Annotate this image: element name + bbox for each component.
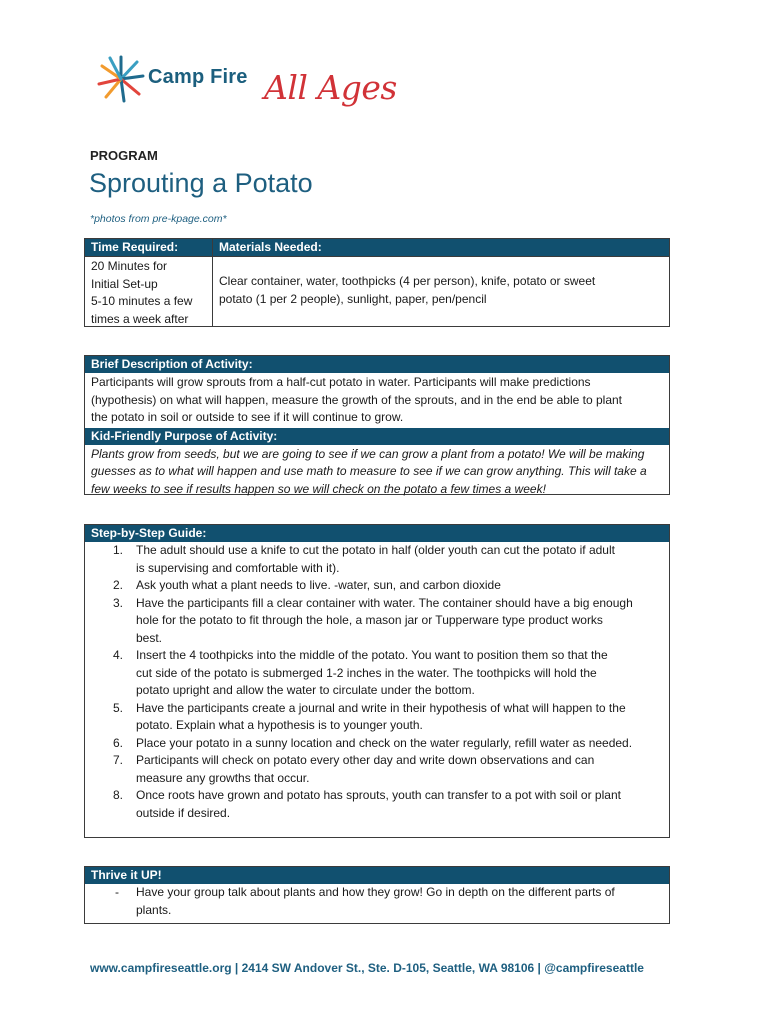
time-header: Time Required:: [85, 239, 212, 257]
step-item: [85, 542, 669, 577]
steps-list: [85, 542, 669, 822]
description-line: Participants will grow sprouts from a half-cut potato in water. Participants will make predictions: [91, 375, 591, 389]
thrive-header: Thrive it UP!: [85, 867, 669, 884]
requirements-table: [84, 238, 670, 327]
thrive-item-text: Have your group talk about plants and how they grow! Go in depth on the different parts of: [136, 885, 615, 899]
time-column: [85, 239, 213, 326]
step-item-number: 5.: [113, 700, 124, 715]
step-item: [85, 595, 669, 648]
description-table: [84, 355, 670, 495]
page-title: Sprouting a Potato: [89, 168, 313, 198]
guide-header: Step-by-Step Guide:: [85, 525, 669, 542]
spark-icon: [96, 54, 146, 104]
step-item-number: 3.: [113, 595, 124, 610]
step-item-text: potato upright and allow the water to circulate under the bottom.: [136, 683, 475, 697]
step-item: [85, 752, 669, 787]
step-item-text: Once roots have grown and potato has sprouts, youth can transfer to a pot with soil or plant: [136, 788, 621, 802]
step-item-text: Participants will check on potato every other day and write down observations and can: [136, 753, 595, 767]
purpose-line: Plants grow from seeds, but we are going to see if we can grow a plant from a potato! We will be making: [91, 446, 645, 461]
step-item-number: 1.: [113, 543, 124, 557]
time-line: Initial Set-up: [91, 276, 158, 291]
thrive-list: [85, 884, 669, 919]
purpose-line: guesses as to what will happen and use math to measure to see if we can grow anything. This will take a: [91, 464, 647, 478]
materials-values: [213, 273, 601, 308]
step-item-text: The adult should use a knife to cut the potato in half (older youth can cut the potato if adult: [136, 543, 615, 557]
step-item-text: Place your potato in a sunny location and check on the water regularly, refill water as needed.: [136, 735, 633, 750]
step-item-text: Ask youth what a plant needs to live. -water, sun, and carbon dioxide: [136, 578, 501, 592]
step-item-text: Insert the 4 toothpicks into the middle of the potato. You want to position them so that the: [136, 648, 608, 662]
step-item: [85, 735, 669, 753]
thrive-item: [85, 884, 669, 919]
purpose-line: few weeks to see if results happen so we will check on the potato a few times a week!: [91, 481, 546, 496]
camp-fire-logo: [96, 52, 396, 112]
step-item-number: 6.: [113, 735, 124, 750]
photo-credit: *photos from pre-kpage.com*: [90, 213, 227, 225]
time-line: times a week after: [91, 311, 189, 326]
thrive-item-number: -: [115, 885, 119, 899]
step-item-text: best.: [136, 630, 163, 645]
step-guide-table: [84, 524, 670, 838]
step-item-number: 7.: [113, 753, 124, 767]
description-line: the potato in soil or outside to see if it will continue to grow.: [91, 410, 404, 424]
thrive-table: [84, 866, 670, 924]
time-line: 5-10 minutes a few: [91, 294, 193, 308]
tagline: All Ages: [264, 68, 397, 107]
step-item: [85, 700, 669, 735]
step-item-text: Have the participants fill a clear container with water. The container should have a big enough: [136, 595, 633, 610]
thrive-item-text: plants.: [136, 902, 172, 917]
materials-column: [213, 239, 669, 326]
materials-line: potato (1 per 2 people), sunlight, paper, pen/pencil: [219, 291, 487, 306]
time-line: 20 Minutes for: [91, 259, 168, 273]
eyebrow-label: PROGRAM: [90, 148, 158, 163]
materials-header: Materials Needed:: [213, 239, 669, 257]
description-line: (hypothesis) on what will happen, measure the growth of the sprouts, and in the end be able to plant: [91, 392, 622, 407]
step-item-text: potato. Explain what a hypothesis is to younger youth.: [136, 718, 423, 732]
footer-contact: www.campfireseattle.org | 2414 SW Andover St., Ste. D-105, Seattle, WA 98106 | @campfireseattle: [90, 961, 644, 975]
materials-line: Clear container, water, toothpicks (4 per person), knife, potato or sweet: [219, 274, 596, 288]
step-item-text: hole for the potato to fit through the hole, a mason jar or Tupperware type product works: [136, 613, 603, 627]
step-item-text: cut side of the potato is submerged 1-2 inches in the water. The toothpicks will hold the: [136, 665, 597, 680]
step-item-number: 8.: [113, 788, 124, 802]
step-item: [85, 577, 669, 595]
time-values: [85, 257, 212, 328]
step-item: [85, 647, 669, 700]
purpose-header: Kid-Friendly Purpose of Activity:: [85, 428, 669, 445]
step-item-text: outside if desired.: [136, 805, 231, 820]
step-item: [85, 787, 669, 822]
step-item-text: is supervising and comfortable with it).: [136, 560, 340, 575]
brand-name: Camp Fire: [148, 66, 248, 88]
purpose-text: [85, 445, 669, 500]
description-header: Brief Description of Activity:: [85, 356, 669, 373]
step-item-text: measure any growths that occur.: [136, 770, 310, 785]
description-text: [85, 373, 669, 428]
step-item-number: 4.: [113, 648, 124, 662]
step-item-text: Have the participants create a journal and write in their hypothesis of what will happen to the: [136, 700, 626, 715]
step-item-number: 2.: [113, 578, 124, 592]
